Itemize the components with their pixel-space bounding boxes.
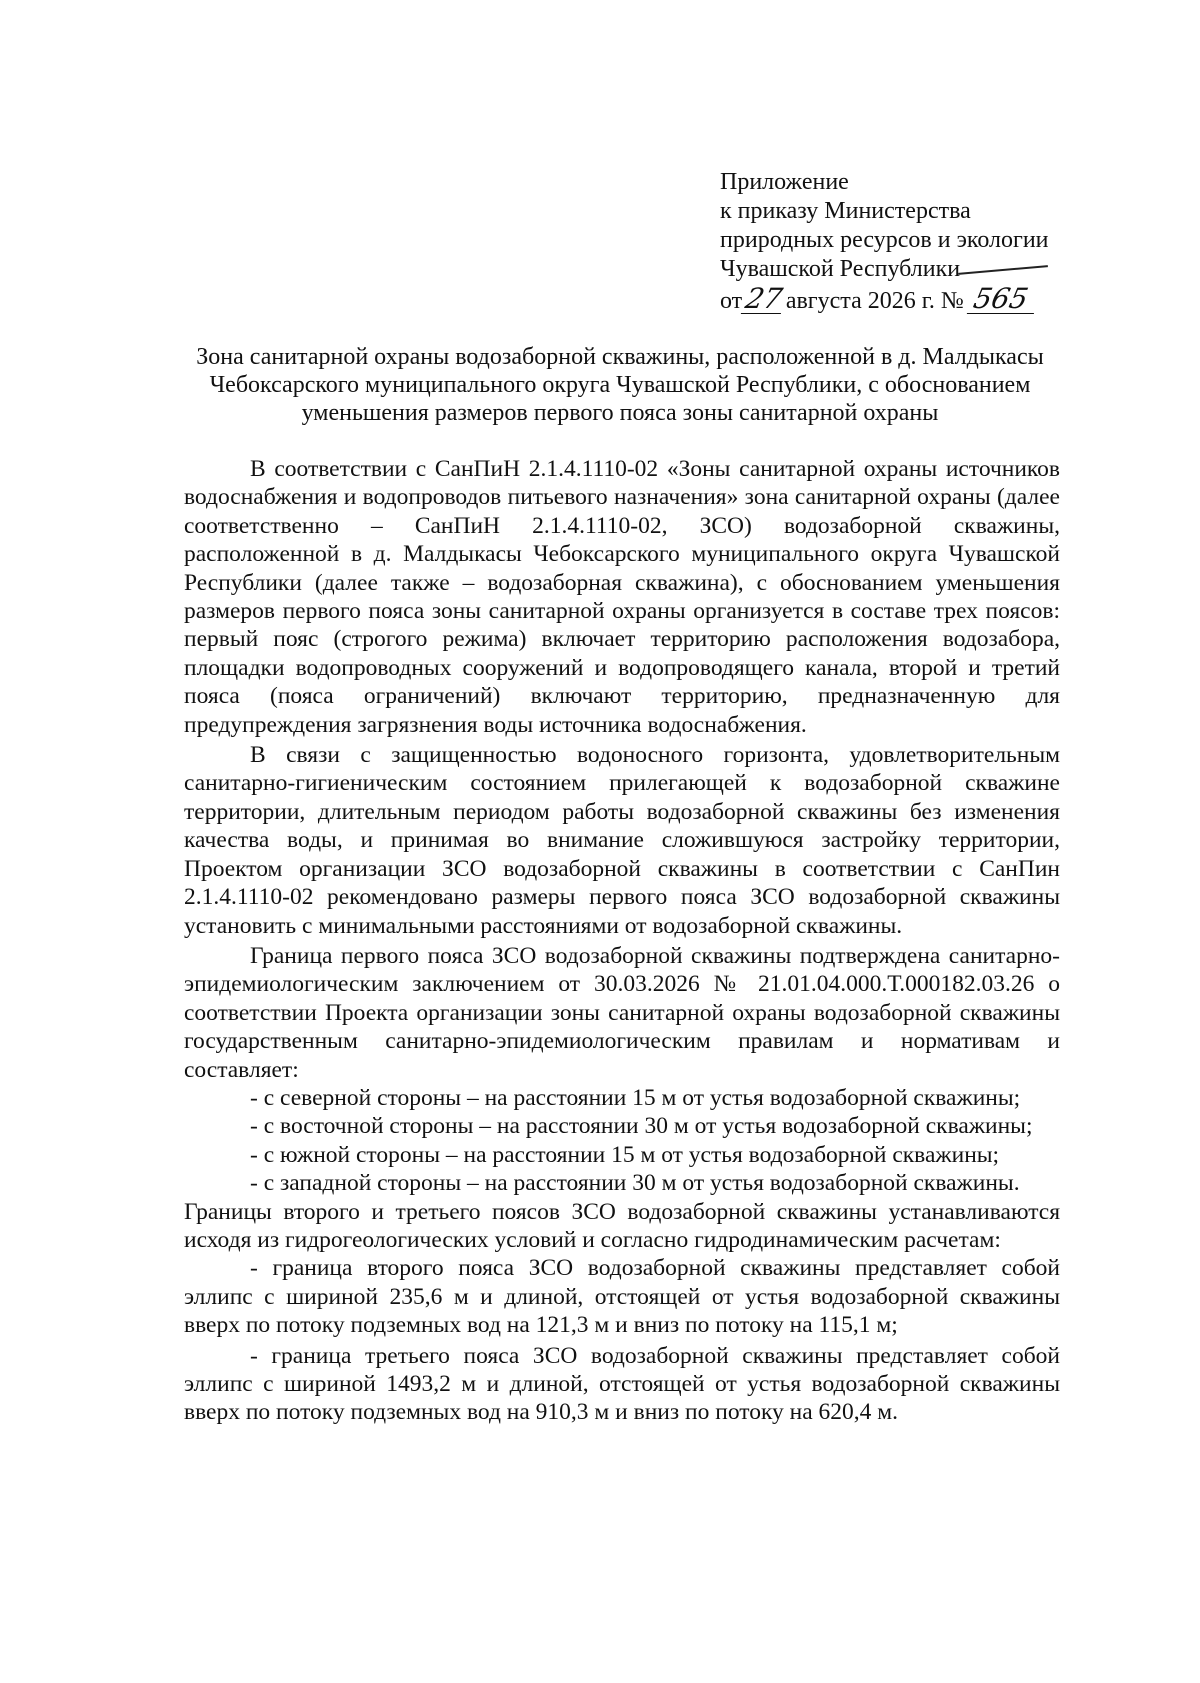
document-title (160, 343, 1080, 427)
handwritten-day: 27 (742, 282, 786, 315)
boundary-west: - с западной стороны – на расстоянии 30 м от устья водозаборной скважины. (250, 1170, 1020, 1197)
handwritten-order-number: 565 (967, 284, 1041, 314)
boundary-north: - с северной стороны – на расстоянии 15 м от устья водозаборной скважины; (250, 1084, 1021, 1111)
date-prefix: от (720, 288, 743, 314)
annex-order-ref: к приказу Министерства (720, 198, 971, 224)
annex-ministry: природных ресурсов и экологии (720, 227, 1049, 253)
paragraph-1: В соответствии с СанПиН 2.1.4.1110-02 «Зоны санитарной охраны источников водоснабжения и водопроводов питьевого назначения» зона санитарной охраны (далее соответственно – СанПиН 2.1.4.1110-02, ЗСО) водозаборной скважины, расположенной в д. Малдыкасы Чебоксарского муниципального округа Чувашской Республики (далее также – водозаборная скважина), с обоснованием уменьшения размеров первого пояса зоны санитарной охраны организуется в составе трех поясов: первый пояс (строгого режима) включает территорию расположения водозабора, площадки водопроводных сооружений и водопроводящего канала, второй и третий пояса (пояса ограничений) включают территорию, предназначенную для предупреждения загрязнения воды источника водоснабжения. (184, 456, 1060, 738)
title-line-2: Чебоксарского муниципального округа Чувашской Республики, с обоснованием (209, 372, 1031, 398)
second-belt-boundary: - граница второго пояса ЗСО водозаборной скважины представляет собой эллипс с шириной 235,6 м и длиной, отстоящей от устья водозаборной скважины вверх по потоку подземных вод на 121,3 м и вниз по потоку на 115,1 м; (184, 1255, 1060, 1339)
boundary-east: - с восточной стороны – на расстоянии 30 м от устья водозаборной скважины; (250, 1113, 1033, 1140)
paragraph-4: Границы второго и третьего поясов ЗСО водозаборной скважины устанавливаются исходя из гидрогеологических условий и согласно гидродинамическим расчетам: (184, 1198, 1060, 1253)
annex-title: Приложение (720, 169, 849, 195)
annex-republic: Чувашской Республики (720, 256, 961, 282)
annex-header (720, 168, 1080, 316)
boundary-south: - с южной стороны – на расстоянии 15 м от устья водозаборной скважины; (250, 1141, 1000, 1168)
title-line-1: Зона санитарной охраны водозаборной скважины, расположенной в д. Малдыкасы (196, 344, 1044, 370)
title-line-3: уменьшения размеров первого пояса зоны санитарной охраны (301, 400, 939, 426)
third-belt-boundary: - граница третьего пояса ЗСО водозаборной скважины представляет собой эллипс с шириной 1493,2 м и длиной, отстоящей от устья водозаборной скважины вверх по потоку подземных вод на 910,3 м и вниз по потоку на 620,4 м. (184, 1342, 1060, 1426)
annex-date-line (720, 284, 1080, 316)
date-rest: августа 2026 г. № (785, 288, 964, 314)
document-body (184, 455, 1060, 1427)
paragraph-3: Граница первого пояса ЗСО водозаборной скважины подтверждена санитарно-эпидемиологическим заключением от 30.03.2026 № 21.01.04.000.Т.000182.03.26 о соответствии Проекта организации зоны санитарной охраны водозаборной скважины государственным санитарно-эпидемиологическим правилам и нормативам и составляет: (184, 942, 1060, 1083)
paragraph-2: В связи с защищенностью водоносного горизонта, удовлетворительным санитарно-гигиеническим состоянием прилегающей к водозаборной скважине территории, длительным периодом работы водозаборной скважины без изменения качества воды, и принимая во внимание сложившуюся застройку территории, Проектом организации ЗСО водозаборной скважины в соответствии с СанПин 2.1.4.1110-02 рекомендовано размеры первого пояса ЗСО водозаборной скважины установить с минимальными расстояниями от водозаборной скважины. (184, 742, 1060, 939)
